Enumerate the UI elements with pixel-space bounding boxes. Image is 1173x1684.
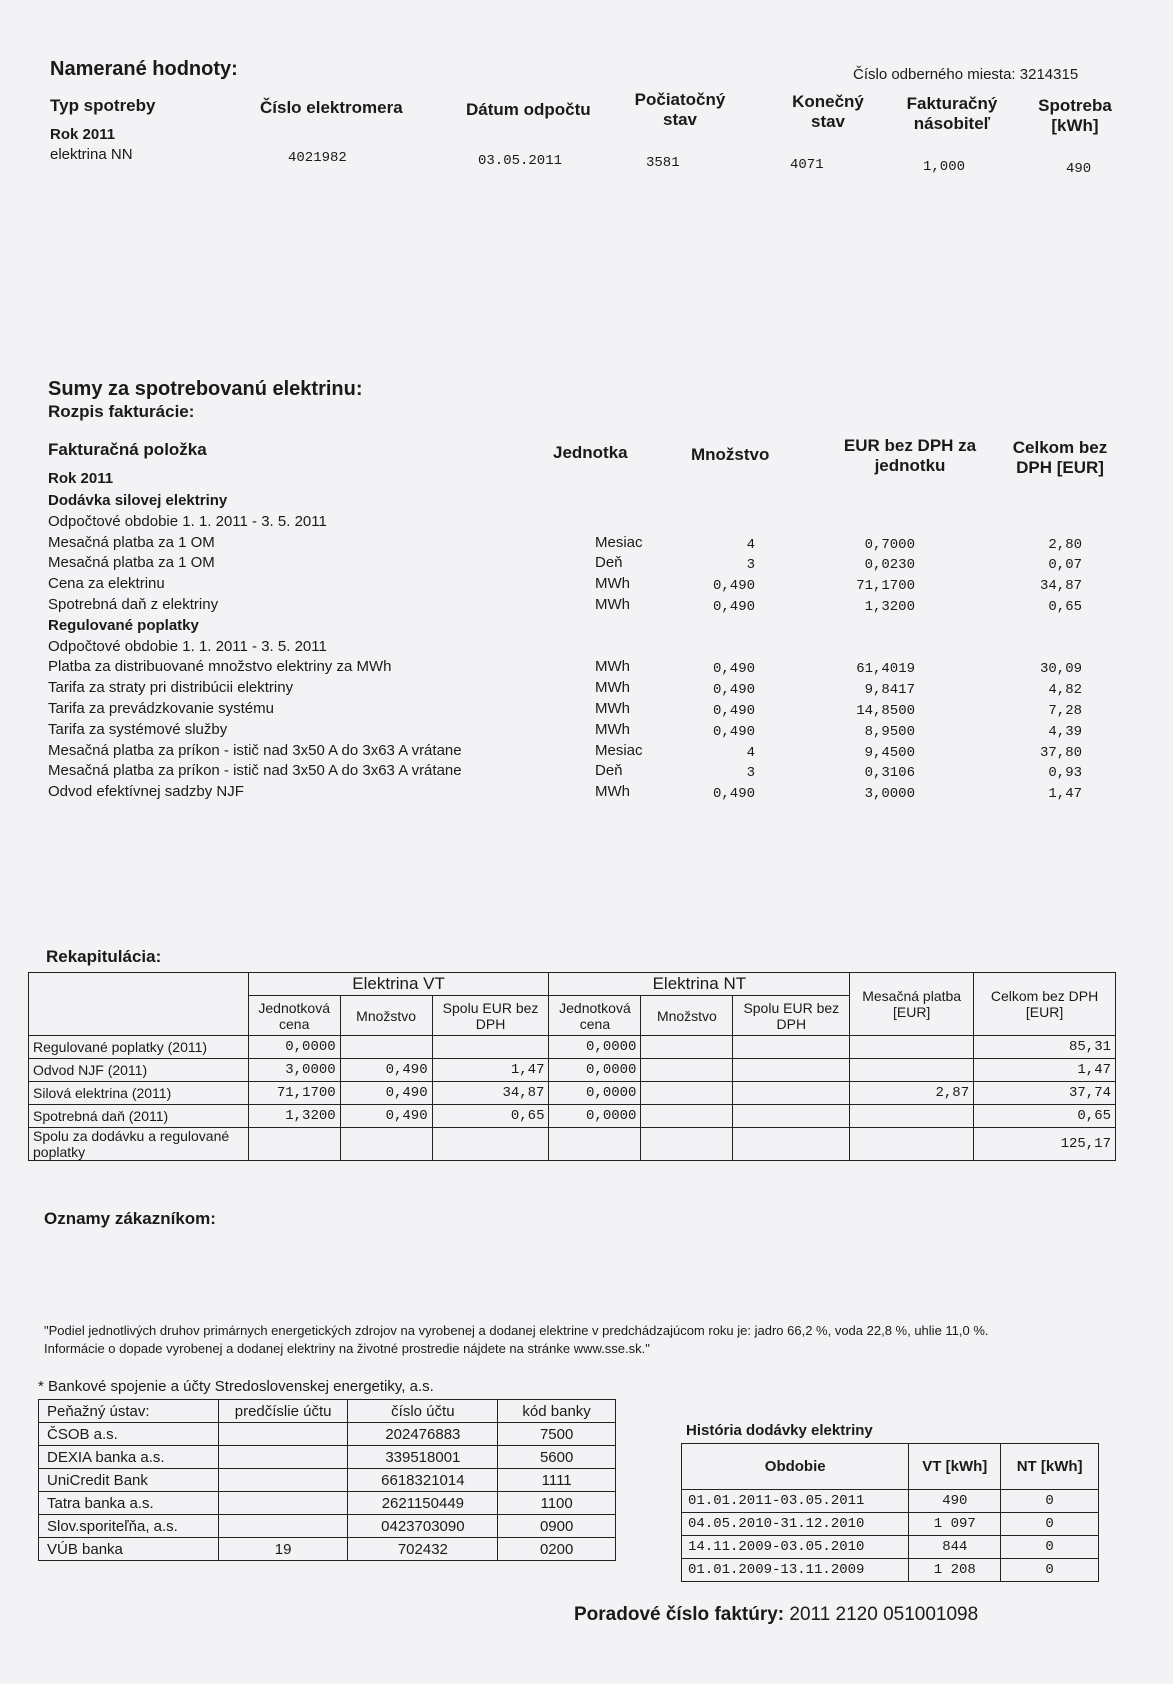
recap-group-vt: Elektrina VT [248, 973, 549, 996]
recap-row-label: Regulované poplatky (2011) [29, 1036, 249, 1059]
recap-vt-price-header: Jednotková cena [248, 996, 340, 1036]
history-row [682, 1559, 1099, 1582]
recap-nt-qty [641, 1128, 733, 1161]
notice-title: Oznamy zákazníkom: [44, 1209, 216, 1228]
item-name: Spotrebná daň z elektriny [48, 596, 219, 613]
usage-kwh: 490 [1066, 161, 1092, 177]
start-reading: 3581 [646, 155, 680, 171]
notice-line-1: "Podiel jednotlivých druhov primárnych energetických zdrojov na vyrobenej a dodanej elektrine v predchádzajúcom roku je: jadro 66,2 %, voda 22,8 %, uhlie 11,0 %. [44, 1323, 989, 1338]
recap-nt-sum [733, 1105, 850, 1128]
recap-total: 0,65 [974, 1105, 1116, 1128]
total-header: Celkom bez DPH [EUR] [1012, 438, 1108, 477]
item-price: 0,0230 [864, 557, 915, 574]
item-qty: 0,490 [712, 703, 755, 719]
banks-table [38, 1399, 616, 1561]
bank-header: kód banky [498, 1400, 616, 1423]
item-total: 0,93 [1048, 765, 1082, 782]
recap-nt-qty [641, 1059, 733, 1082]
recap-total: 125,17 [974, 1128, 1116, 1161]
recap-monthly [850, 1105, 974, 1128]
end-reading: 4071 [790, 157, 824, 173]
item-unit: MWh [595, 679, 630, 697]
qty-header: Množstvo [691, 445, 770, 464]
history-vt: 844 [909, 1536, 1001, 1559]
measured-title: Namerané hodnoty: [50, 58, 238, 80]
recap-nt-qty [641, 1105, 733, 1128]
recap-row-label: Silová elektrina (2011) [29, 1082, 249, 1105]
recap-title: Rekapitulácia: [46, 947, 162, 966]
recap-nt-price: 0,0000 [549, 1036, 641, 1059]
item-unit: MWh [595, 720, 630, 738]
recap-row-label: Spolu za dodávku a regulované poplatky [29, 1128, 249, 1161]
bank-code: 1100 [498, 1492, 616, 1515]
bank-row [39, 1492, 616, 1515]
recap-nt-price: 0,0000 [549, 1082, 641, 1105]
item-total: 34,87 [1039, 578, 1082, 595]
recap-nt-price: 0,0000 [549, 1059, 641, 1082]
recap-row [29, 1128, 1116, 1161]
item-name: Mesačná platba za 1 OM [48, 554, 215, 572]
item-qty: 3 [746, 765, 755, 782]
section-title: Regulované poplatky [48, 616, 199, 634]
recap-vt-price: 1,3200 [248, 1105, 340, 1128]
bank-account: 2621150449 [348, 1492, 498, 1515]
item-qty: 0,490 [712, 682, 755, 699]
item-unit: Mesiac [595, 533, 643, 551]
notice-line-2: Informácie o dopade vyrobenej a dodanej elektriny na životné prostredie nájdete na stránke www.sse.sk." [44, 1341, 650, 1356]
item-unit: Deň [595, 554, 623, 572]
bank-prefix [218, 1423, 348, 1446]
col-meter-header: Číslo elektromera [260, 98, 403, 117]
recap-vt-sum-header: Spolu EUR bez DPH [432, 996, 549, 1036]
recap-nt-sum [733, 1128, 850, 1161]
bank-name: Slov.sporiteľňa, a.s. [39, 1515, 219, 1538]
recap-nt-qty [641, 1082, 733, 1105]
recap-row [29, 1082, 1116, 1105]
item-total: 7,28 [1048, 703, 1082, 719]
section-period: Odpočtové obdobie 1. 1. 2011 - 3. 5. 2011 [48, 637, 327, 655]
item-total: 4,82 [1048, 682, 1082, 699]
recap-nt-price [549, 1128, 641, 1161]
history-nt: 0 [1001, 1513, 1099, 1536]
item-name: Tarifa za straty pri distribúcii elektriny [48, 679, 294, 697]
history-vt-header: VT [kWh] [909, 1444, 1001, 1490]
recap-nt-price-header: Jednotková cena [549, 996, 641, 1036]
item-name: Odvod efektívnej sadzby NJF [48, 783, 244, 801]
sums-year: Rok 2011 [48, 470, 114, 487]
site-number-label [853, 66, 1078, 83]
recap-vt-qty: 0,490 [340, 1082, 432, 1105]
item-qty: 4 [746, 536, 755, 553]
recap-group-nt: Elektrina NT [549, 973, 850, 996]
item-qty: 0,490 [712, 599, 755, 615]
bank-code: 1111 [498, 1469, 616, 1492]
recap-monthly: 2,87 [850, 1082, 974, 1105]
site-label: Číslo odberného miesta: [853, 66, 1016, 83]
recap-vt-sum: 1,47 [432, 1059, 549, 1082]
item-price: 9,8417 [864, 682, 915, 699]
recap-vt-qty-header: Množstvo [340, 996, 432, 1036]
invoice-number-line [574, 1604, 978, 1626]
history-row [682, 1513, 1099, 1536]
item-unit: MWh [595, 575, 630, 593]
history-period: 04.05.2010-31.12.2010 [682, 1513, 909, 1536]
item-unit: MWh [595, 700, 630, 717]
bank-account: 202476883 [348, 1423, 498, 1446]
bank-row [39, 1446, 616, 1469]
bank-account: 339518001 [348, 1446, 498, 1469]
history-period-header: Obdobie [682, 1444, 909, 1490]
recap-vt-price: 71,1700 [248, 1082, 340, 1105]
history-row [682, 1536, 1099, 1559]
bank-name: Tatra banka a.s. [39, 1492, 219, 1515]
recap-vt-sum [432, 1036, 549, 1059]
item-header: Fakturačná položka [48, 440, 207, 459]
item-price: 8,9500 [864, 723, 915, 740]
col-type-header: Typ spotreby [50, 96, 156, 115]
recap-nt-sum [733, 1036, 850, 1059]
meter-number: 4021982 [288, 150, 347, 166]
bank-code: 0200 [498, 1538, 616, 1561]
history-row [682, 1490, 1099, 1513]
recap-row [29, 1036, 1116, 1059]
recap-nt-qty [641, 1036, 733, 1059]
history-period: 01.01.2011-03.05.2011 [682, 1490, 909, 1513]
bank-header: predčíslie účtu [218, 1400, 348, 1423]
item-total: 30,09 [1039, 661, 1082, 678]
sums-subtitle: Rozpis fakturácie: [48, 402, 195, 421]
recap-vt-sum: 34,87 [432, 1082, 549, 1105]
recap-total: 37,74 [974, 1082, 1116, 1105]
bank-header: Peňažný ústav: [39, 1400, 219, 1423]
section-period: Odpočtové obdobie 1. 1. 2011 - 3. 5. 2011 [48, 512, 327, 530]
item-name: Tarifa za prevádzkovanie systému [48, 700, 274, 717]
recap-row-label: Odvod NJF (2011) [29, 1059, 249, 1082]
recap-row [29, 1105, 1116, 1128]
history-title: História dodávky elektriny [686, 1422, 873, 1439]
bank-name: VÚB banka [39, 1538, 219, 1561]
unit-header: Jednotka [553, 443, 628, 462]
item-qty: 0,490 [712, 723, 755, 740]
col-start-header: Počiatočný stav [634, 90, 726, 129]
bank-prefix [218, 1515, 348, 1538]
recap-corner [29, 973, 249, 1036]
recap-vt-qty [340, 1036, 432, 1059]
recap-vt-price [248, 1128, 340, 1161]
bank-prefix [218, 1469, 348, 1492]
recap-total-header: Celkom bez DPH [EUR] [974, 973, 1116, 1036]
history-nt: 0 [1001, 1536, 1099, 1559]
bank-account: 0423703090 [348, 1515, 498, 1538]
recap-vt-price: 3,0000 [248, 1059, 340, 1082]
recap-table [28, 972, 1116, 1161]
history-nt: 0 [1001, 1559, 1099, 1582]
measured-type: elektrina NN [50, 146, 133, 163]
site-number: 3214315 [1019, 66, 1079, 83]
recap-nt-sum [733, 1082, 850, 1105]
recap-monthly [850, 1128, 974, 1161]
col-usage-header: Spotreba [kWh] [1038, 96, 1112, 135]
recap-vt-qty: 0,490 [340, 1105, 432, 1128]
item-qty: 0,490 [712, 786, 755, 803]
sums-title: Sumy za spotrebovanú elektrinu: [48, 378, 363, 400]
bank-prefix [218, 1492, 348, 1515]
history-nt-header: NT [kWh] [1001, 1444, 1099, 1490]
col-end-header: Konečný stav [792, 92, 864, 131]
bank-account: 702432 [348, 1538, 498, 1561]
recap-monthly [850, 1036, 974, 1059]
recap-nt-sum-header: Spolu EUR bez DPH [733, 996, 850, 1036]
item-price: 1,3200 [864, 599, 915, 615]
item-unit: Deň [595, 762, 623, 780]
item-total: 37,80 [1039, 744, 1082, 761]
recap-nt-qty-header: Množstvo [641, 996, 733, 1036]
recap-vt-qty: 0,490 [340, 1059, 432, 1082]
history-period: 01.01.2009-13.11.2009 [682, 1559, 909, 1582]
multiplier: 1,000 [923, 159, 966, 175]
bank-account: 6618321014 [348, 1469, 498, 1492]
bank-row [39, 1515, 616, 1538]
bank-row [39, 1538, 616, 1561]
history-vt: 1 208 [909, 1559, 1001, 1582]
bank-row [39, 1423, 616, 1446]
item-price: 71,1700 [856, 578, 915, 595]
item-price: 9,4500 [864, 744, 915, 761]
item-name: Mesačná platba za príkon - istič nad 3x50 A do 3x63 A vrátane [48, 741, 462, 759]
history-vt: 1 097 [909, 1513, 1001, 1536]
item-total: 2,80 [1048, 536, 1082, 553]
history-vt: 490 [909, 1490, 1001, 1513]
recap-vt-qty [340, 1128, 432, 1161]
bank-code: 7500 [498, 1423, 616, 1446]
recap-monthly [850, 1059, 974, 1082]
item-name: Tarifa za systémové služby [48, 720, 228, 738]
item-qty: 4 [746, 744, 755, 761]
item-price: 3,0000 [864, 786, 915, 803]
section-title: Dodávka silovej elektriny [48, 492, 228, 509]
item-total: 0,65 [1048, 599, 1082, 615]
item-name: Mesačná platba za 1 OM [48, 533, 215, 551]
history-period: 14.11.2009-03.05.2010 [682, 1536, 909, 1559]
bank-row [39, 1469, 616, 1492]
recap-vt-sum [432, 1128, 549, 1161]
bank-name: DEXIA banka a.s. [39, 1446, 219, 1469]
invoice-label: Poradové číslo faktúry: [574, 1604, 785, 1625]
item-price: 0,3106 [864, 765, 915, 782]
item-name: Cena za elektrinu [48, 575, 165, 593]
col-mult-header: Fakturačný násobiteľ [906, 94, 998, 133]
recap-vt-sum: 0,65 [432, 1105, 549, 1128]
invoice-number: 2011 2120 051001098 [789, 1604, 979, 1625]
bank-code: 0900 [498, 1515, 616, 1538]
item-price: 14,8500 [856, 703, 915, 719]
bank-prefix [218, 1446, 348, 1469]
item-total: 1,47 [1048, 786, 1082, 803]
recap-row [29, 1059, 1116, 1082]
item-qty: 3 [746, 557, 755, 574]
item-total: 4,39 [1048, 723, 1082, 740]
recap-total: 85,31 [974, 1036, 1116, 1059]
item-name: Platba za distribuované množstvo elektriny za MWh [48, 658, 392, 676]
recap-total: 1,47 [974, 1059, 1116, 1082]
history-table [681, 1443, 1099, 1582]
bank-code: 5600 [498, 1446, 616, 1469]
bank-name: UniCredit Bank [39, 1469, 219, 1492]
bank-name: ČSOB a.s. [39, 1423, 219, 1446]
price-header: EUR bez DPH za jednotku [843, 436, 977, 475]
item-unit: MWh [595, 596, 630, 613]
reading-date: 03.05.2011 [478, 153, 563, 169]
item-price: 61,4019 [856, 661, 915, 678]
recap-row-label: Spotrebná daň (2011) [29, 1105, 249, 1128]
recap-monthly-header: Mesačná platba [EUR] [850, 973, 974, 1036]
recap-vt-price: 0,0000 [248, 1036, 340, 1059]
history-nt: 0 [1001, 1490, 1099, 1513]
item-price: 0,7000 [864, 536, 915, 553]
item-total: 0,07 [1048, 557, 1082, 574]
item-qty: 0,490 [712, 661, 755, 678]
bank-prefix: 19 [218, 1538, 348, 1561]
bank-header: číslo účtu [348, 1400, 498, 1423]
banks-title: * Bankové spojenie a účty Stredoslovenskej energetiky, a.s. [38, 1378, 434, 1395]
item-name: Mesačná platba za príkon - istič nad 3x50 A do 3x63 A vrátane [48, 762, 462, 780]
item-qty: 0,490 [712, 578, 755, 595]
item-unit: MWh [595, 783, 630, 801]
col-date-header: Dátum odpočtu [466, 100, 591, 119]
measured-year: Rok 2011 [50, 126, 116, 143]
item-unit: Mesiac [595, 741, 643, 759]
recap-nt-sum [733, 1059, 850, 1082]
recap-nt-price: 0,0000 [549, 1105, 641, 1128]
item-unit: MWh [595, 658, 630, 676]
